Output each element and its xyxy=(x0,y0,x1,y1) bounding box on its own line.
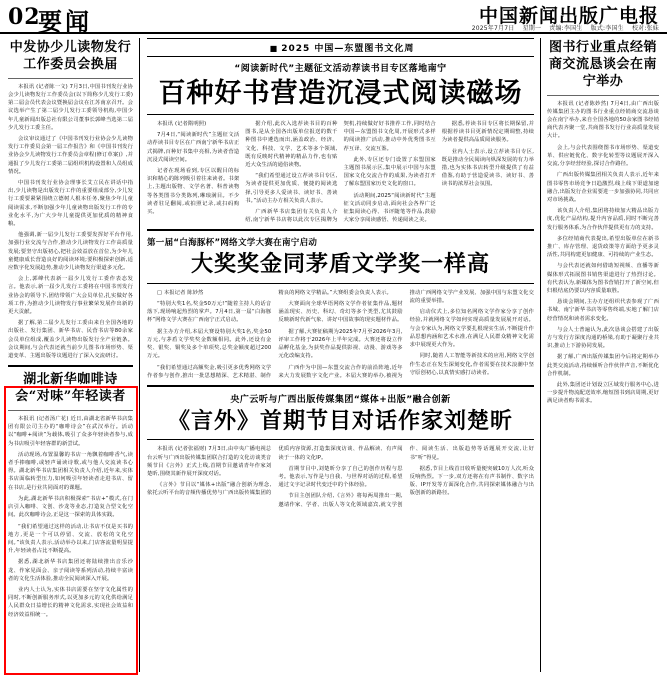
story-body: 本报讯 (记者张福财) 7月3日,由中央广播电视总台云听与广西出版传媒集团联合打造的文化访谈类音频节目《言外》正式上线,首期节目邀请青年作家刘楚昕,围绕其新作展开深度对话。 《言外》节目以“媒体+出版”融合创新为理念,依托云听平台的音频传播优势与广西出版传媒集团的优质内容资源,打造集深度访谈、作品解读、有声阅读于一体的文化IP。 首期节目中,刘楚昕分享了自己的创作历程与思考。他表示,写作是与自我、与世界对话的过程,希望通过文字记录时代变迁中的个体经验。 节目主创团队介绍,《言外》将每两周推出一期,邀请作家、学者、出版人等文化领域嘉宾,就文学创作、阅读生活、出版趋势等话题展开交流,让好书“听”得见。 据悉,节目上线首日收听量便突破10万人次,听众反响热烈。下一步,双方还将在有声书制作、数字出版、IP开发等方面深化合作,共同探索媒体融合与出版创新的新路径。 xyxy=(147,446,534,508)
story-yanwai-program xyxy=(147,392,534,509)
left-column xyxy=(8,38,140,672)
right-column xyxy=(541,38,659,672)
section-banner: ■ 2025 中国—东盟图书文化周 xyxy=(147,38,534,57)
story-kicker: 第一届“白海豚杯”网络文学大赛在南宁启动 xyxy=(147,238,318,249)
lead-byline: 本报讯 (记者隋明照) xyxy=(157,121,207,128)
story-hubei-coffee-poetry xyxy=(8,372,133,618)
story-headline: 《言外》首期节目对话作家刘楚昕 xyxy=(167,407,513,434)
story-lead: 本报讯 (记者陈一文) 7月3日,中国书刊发行业协会少儿读物发行工作委员会(以下简称少儿发行工委)第二届会员代表会议暨换届会议在江苏南京召开。会议选举产生了第二届少儿发行工委领导机构,中国少年儿童新闻出版总社有限公司董事长郭峰当选第二届少儿发行工委主任。 xyxy=(8,83,133,131)
story-body: 本报讯 (记者汤广花) 近日,由湖北省新华书店集团有限公司主办的“咖啡诗会”在武汉举行。活动以“咖啡+阅读”为载体,吸引了众多年轻读者参与,成为书店吸引年轻客群的新尝试。 活动现场,布置温馨的书店一角飘着咖啡香气,读者手捧咖啡,或轻声诵读诗歌,或与他人交流读书心得。湖北新华书店集团相关负责人介绍,近年来,实体书店面临转型压力,如何吸引年轻读者走进书店、留在书店,是行业共同面对的课题。 为此,湖北新华书店积极探索“书店+”模式,在门店引入咖啡、文创、沙龙等业态,打造复合型文化空间。此次咖啡诗会,正是这一探索的具体实践。 “我们希望通过这样的活动,让书店不仅是买书的地方,更是一个可以停留、交流、放松的文化空间。”该负责人表示,活动举办以来,门店客流量明显提升,年轻读者占比不断提高。 据悉,湖北新华书店集团还将陆续推出音乐沙龙、作家见面会、亲子阅读等系列活动,持续丰富读者的文化生活体验,推动全民阅读深入开展。 业内人士认为,实体书店需要在坚守文化属性的同时,不断创新服务形式,以更加多元的文化供给满足人民群众日益增长的精神文化需求,实现社会效益和经济效益相统一。 xyxy=(8,416,133,618)
lead-story xyxy=(147,61,534,224)
story-headline: 中发协少儿读物发行工作委员会换届 xyxy=(9,40,132,72)
story-white-dolphin-contest xyxy=(147,236,534,379)
story-body: 本报讯 (记者陈妙然) 7月4日,由广西出版传媒集团主办的图书行业重点经销商交流恳谈会在南宁举办,来自全国各地的50余家图书经销商代表齐聚一堂,共商图书发行行业高质量发展大计。 会上,与会代表围绕图书市场形势、渠道变革、供应链优化、数字化转型等议题展开深入交流,分享经营经验,探讨合作路径。 广西出版传媒集团相关负责人表示,近年来图书零售市场竞争日趋激烈,线上线下渠道加速融合,出版发行企业需要进一步加强协同,共同应对市场挑战。 该负责人介绍,集团将持续加大精品出版力度,优化产品结构,提升内容品质,同时不断完善发行服务体系,为合作伙伴提供更有力的支持。 多位经销商代表提出,希望出版单位在新书推广、库存管理、退货政策等方面给予更多灵活性,共同构建更加健康、可持续的产业生态。 与会代表还就如何借助短视频、直播等新媒体形式拓展图书销售渠道进行了热烈讨论。有代表认为,新媒体为图书营销打开了新空间,但归根结底仍要以内容质量取胜。 恳谈会期间,主办方还组织代表参观了广西书城、南宁新华书店等零售终端,实地了解门店经营情况和读者需求变化。 与会人士普遍认为,此次恳谈会搭建了出版方与发行方深度沟通的桥梁,有助于凝聚行业共识,推动上下游协同发展。 据了解,广西出版传媒集团今后将定期举办此类交流活动,持续倾听合作伙伴声音,不断优化合作机制。 此外,集团还计划设立区域发行服务中心,进一步提升物流配送效率,缩短图书到店周期,更好满足读者购书需求。 xyxy=(547,100,659,405)
layout-credit: 版式:李国生 xyxy=(590,25,624,32)
square-bullet-icon: ■ xyxy=(269,44,279,53)
story-body: 本报讯 (记者陈一文) 7月3日,中国书刊发行业协会少儿读物发行工作委员会(以下简称少儿发行工委)第二届会员代表会议暨换届会议在江苏南京召开。会议选举产生了第二届少儿发行工委领导机构,中国少年儿童新闻出版总社有限公司董事长郭峰当选第二届少儿发行工委主任。 会议审议通过了《中国书刊发行业协会少儿读物发行工作委员会第一届工作报告》和《中国书刊发行业协会少儿读物发行工作委员会章程(修订草案)》,并通报了少儿发行工委第二届组织机构设置和人员组成情况。 中国书刊发行业协会理事长艾立民在讲话中指出,少儿读物是出版发行工作的重要组成部分,少儿发行工委要紧紧围绕立德树人根本任务,聚焦少年儿童阅读需求,不断加强少年儿童读物出版发行工作的专业化水平,为广大少年儿童提供更加优质的精神食粮。 他强调,新一届少儿发行工委要发挥好平台作用,加强行业交流与合作,推动少儿读物发行工作高质量发展;要坚守出版初心,把社会效益放在首位,为少年儿童健康成长营造良好的阅读环境;要积极探索创新,适应数字化发展趋势,推动少儿读物发行渠道多元化。 会上,郭峰代表新一届少儿发行工委作表态发言。他表示,新一届少儿发行工委将在中国书刊发行业协会的领导下,团结带领广大会员单位,扎实做好各项工作,为推动少儿读物发行事业繁荣发展作出新的更大贡献。 据了解,第二届少儿发行工委由来自全国各地的出版社、发行集团、新华书店、民营书店等80余家会员单位组成,覆盖少儿读物出版发行全产业链条。会议期间,与会代表还就当前少儿图书市场形势、渠道变革、主题出版等议题进行了深入交流研讨。 xyxy=(8,83,133,360)
story-byline: □ 本报记者 陈妙然 xyxy=(157,289,204,296)
story-headline: 大奖奖金同茅盾文学奖一样高 xyxy=(190,251,490,278)
story-body: □ 本报记者 陈妙然 “特别大奖1名,奖金50万元!”随着主持人的话音落下,现场响起热烈的掌声。7月4日,第一届“白海豚杯”网络文学大赛在广西南宁正式启动。 据主办方介绍,本届大赛设特别大奖1名,奖金50万元,与茅盾文学奖奖金数额相同。此外,还设有金奖、银奖、铜奖及多个单项奖,总奖金额度超过200万元。 “我们希望通过高额奖金,吸引更多优秀网络文学作者参与创作,推出一批思想精深、艺术精湛、制作精良的网络文学精品。”大赛组委会负责人表示。 大赛面向全球华语网络文学作者征集作品,题材涵盖现实、历史、科幻、奇幻等多个类型,尤其鼓励反映新时代新气象、讲好中国故事的现实题材作品。 据了解,大赛征稿期为2025年7月至2026年3月,评审工作将于2026年上半年完成。大赛还将设立作品孵化基金,为获奖作品提供影视、动漫、游戏等多元化改编支持。 广西作为中国—东盟交流合作的前沿阵地,近年来大力发展数字文化产业。本届大赛的举办,被视为推动广西网络文学产业发展、加强中国与东盟文化交流的重要举措。 启动仪式上,多位知名网络文学作家分享了创作经验,并就网络文学如何实现高质量发展展开对话。与会专家认为,网络文学要扎根现实生活,不断提升作品思想内涵和艺术水准,在满足人民群众精神文化需求中展现更大作为。 同时,随着人工智能等新技术的应用,网络文学创作生态正在发生深刻变化,作者需要在技术浪潮中坚守原创初心,以真情实感打动读者。 xyxy=(147,289,534,379)
story-byline: 本报讯 (记者陈妙然) 7月4日,由广西出版传媒集团主办的图书行业重点经销商交流恳谈会在南宁举办,来自全国各地的50余家图书经销商代表齐聚一堂,共商图书发行行业高质量发展大计。 xyxy=(547,100,659,140)
issue-date: 2025年7月7日 xyxy=(471,25,515,32)
masthead-meta xyxy=(466,23,659,32)
story-dealer-forum xyxy=(547,40,659,406)
page-content xyxy=(0,34,667,676)
proof-credit: 校对:张妹 xyxy=(631,25,659,32)
lead-headline: 百种好书营造沉浸式阅读磁场 xyxy=(158,78,523,109)
main-column xyxy=(140,38,541,672)
issue-weekday: 星期一 xyxy=(522,25,542,32)
page-number: 02 xyxy=(8,4,41,30)
lead-kicker: “阅读新时代”主题征文活动荐读书目专区落地南宁 xyxy=(234,64,447,74)
page-title: 要闻 xyxy=(38,7,92,36)
story-headline: 湖北新华咖啡诗会“对味”年轻读者 xyxy=(15,372,126,405)
story-byline: 本报讯 (记者张福财) 7月3日,由中央广播电视总台云听与广西出版传媒集团联合打造的文化访谈类音频节目《言外》正式上线,首期节目邀请青年作家刘楚昕,围绕其新作展开深度对话。 xyxy=(147,446,272,477)
story-lead: 本报讯 (记者汤广花) 近日,由湖北省新华书店集团有限公司主办的“咖啡诗会”在武汉举行。活动以“咖啡+阅读”为载体,吸引了众多年轻读者参与,成为书店吸引年轻客群的新尝试。 xyxy=(8,416,133,447)
story-headline: 图书行业重点经销商交流恳谈会在南宁举办 xyxy=(548,40,657,89)
lead-body: 本报讯 (记者隋明照) 7月4日,“阅读新时代”主题征文活动荐读书目专区在广西南宁新华书店正式揭牌,百种好书集中亮相,为读者营造沉浸式阅读空间。 记者在现场看到,专区以醒目的标识和精心的陈列吸引着往来读者。书架上,主题出版物、文学名著、科普读物等各类图书分类陈列,琳琅满目。不少读者驻足翻阅,或拍照记录,或扫码购买。 据介绍,此次入选荐读书目的百种图书,是从全国各出版单位报送的数千种图书中遴选而出,涵盖政治、经济、文化、科技、文学、艺术等多个领域,既有反映时代精神的精品力作,也有贴近大众生活的通俗读物。 “我们希望通过设立荐读书目专区,为读者提供更加优质、便捷的阅读选择,引导更多人爱读书、读好书、善读书。”活动主办方相关负责人表示。 广西新华书店集团有关负责人介绍,南宁新华书店将以此次专区揭牌为契机,持续做好好书推荐工作,同时结合中国—东盟图书文化周,开展形式多样的阅读推广活动,推动中外优秀图书互荐互译、交流互鉴。 此外,专区还专门设置了东盟国家主题图书展示区,集中展示中国与东盟国家文化交流合作的成果,为读者打开了解东盟国家历史文化的窗口。 活动期间,2025“阅读新时代”主题征文活动同步启动,面向社会各界广泛征集阅读心得、书评随笔等作品,鼓励大家分享阅读感悟、传递阅读之美。 据悉,荐读书目专区将长期保留,并根据荐读书目更新情况定期调整,持续为读者提供高品质阅读服务。 业内人士表示,设立荐读书目专区,既是推动全民阅读向纵深发展的有力举措,也为实体书店转型升级提供了有益借鉴,有助于营造爱读书、读好书、善读书的浓厚社会氛围。 xyxy=(147,121,534,224)
story-children-reading-committee xyxy=(8,40,133,360)
editor-credit: 责编:李国生 xyxy=(549,25,583,32)
masthead xyxy=(0,0,667,34)
story-kicker: 央广云听与广西出版传媒集团“媒体+出版”融合创新 xyxy=(230,394,451,405)
paper-name: 中国新闻出版广电报 xyxy=(478,5,659,27)
